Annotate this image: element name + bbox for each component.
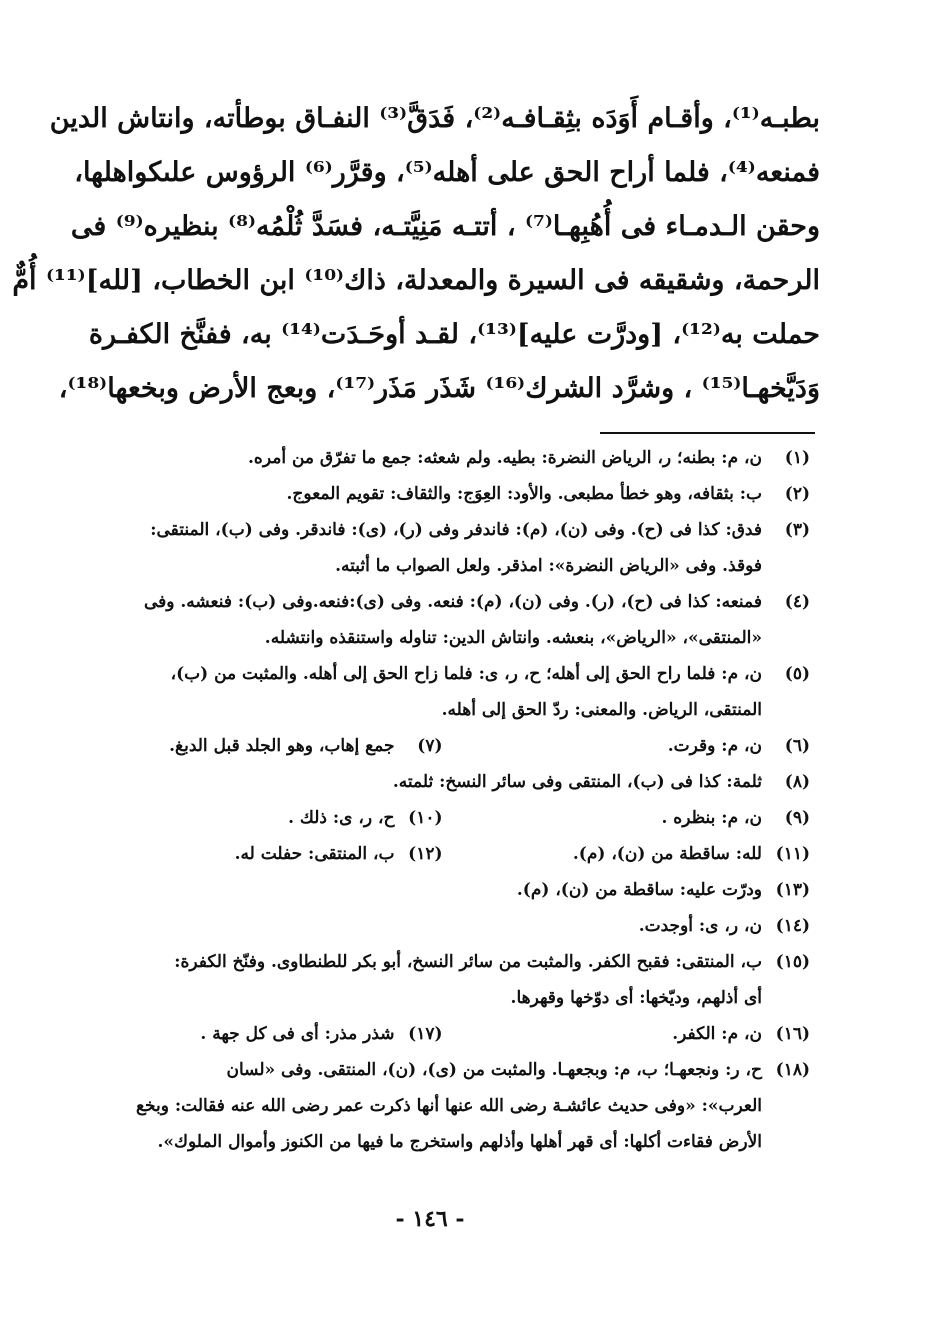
footnote-text: ن، م: بطنه؛ ر، الرياض النضرة: بطيه. ولم شعثه: جمع ما تفرّق من أمره. <box>248 448 762 468</box>
footnote-number: (١٠) <box>408 808 443 828</box>
footnote-text: ب، المنتقى: فقبح الكفر. والمثبت من سائر النسخ، أبو بكر للطنطاوى. وفنّخ الكفرة: <box>174 952 762 972</box>
main-text-line: الرحمة، وشقيقه فى السيرة والمعدلة، ذاك⁽¹⁰⁾ ابن الخطاب، [لله]⁽¹¹⁾ أُمٌّ <box>12 265 820 296</box>
footnote <box>75 908 810 944</box>
footnote-divider <box>600 432 815 434</box>
footnote-text: فوقذ. وفى «الرياض النضرة»: امذقر. ولعل الصواب ما أثبته. <box>335 556 762 576</box>
main-text-block <box>12 92 820 416</box>
footnote <box>75 728 443 764</box>
footnote-number: (١٦) <box>775 1024 810 1044</box>
footnote-text: ن، م: وقرت. <box>667 736 762 756</box>
footnote-text: أى أذلهم، وديّخها: أى دوّخها وقهرها. <box>510 988 762 1008</box>
footnote-number: (١٣) <box>775 880 810 900</box>
footnote-number: (٢) <box>784 484 810 504</box>
footnote-number: (١٧) <box>408 1024 443 1044</box>
footnote-text: الأرض فقاءت أكلها: أى قهر أهلها وأذلهم واستخرج ما فيها من الكنوز وأموال الملوك». <box>157 1132 762 1152</box>
footnote <box>443 836 811 872</box>
footnote <box>75 440 810 476</box>
footnote-text: ب، المنتقى: حفلت له. <box>234 844 395 864</box>
footnote-number: (٦) <box>784 736 810 756</box>
footnote <box>75 764 810 800</box>
footnote <box>75 800 443 836</box>
footnote-text: ودرّت عليه: ساقطة من (ن)، (م). <box>516 880 762 900</box>
footnote-text: ح، ر، ى: ذلك . <box>288 808 395 828</box>
footnote-number: (٧) <box>417 736 443 756</box>
footnote <box>443 728 811 764</box>
footnote <box>75 836 443 872</box>
footnote-number: (٤) <box>784 592 810 612</box>
footnote <box>443 1016 811 1052</box>
footnote-pair <box>75 1016 810 1052</box>
footnote-text: العرب»: «وفى حديث عائشـة رضى الله عنها أنها ذكرت عمر رضى الله عنه فقالت: وبخع <box>135 1096 762 1116</box>
footnote-number: (١٢) <box>408 844 443 864</box>
footnote-pair <box>75 728 810 764</box>
footnote-text: ن، ر، ى: أوجدت. <box>638 916 762 936</box>
main-text-line: وَدَيَّخهـا⁽¹⁵⁾ ، وشرَّد الشرك⁽¹⁶⁾ شَذَر مَذَر⁽¹⁷⁾، وبعج الأرض وبخعها⁽¹⁸⁾، <box>58 373 820 404</box>
footnote-number: (٨) <box>784 772 810 792</box>
footnote-text: ح، ر: ونجعهـا؛ ب، م: وبجعهـا. والمثبت من (ى)، (ن)، المنتقى. وفى «لسان <box>226 1060 762 1080</box>
footnote <box>75 476 810 512</box>
footnote-number: (١٥) <box>775 952 810 972</box>
main-text-line: فمنعه⁽⁴⁾، فلما أراح الحق على أهله⁽⁵⁾، وقرَّر⁽⁶⁾ الرؤوس علىكواهلها، <box>74 157 820 188</box>
footnote-number: (١) <box>784 448 810 468</box>
main-text-line: وحقن الـدمـاء فى أُهُبِهـا⁽⁷⁾ ، أتتـه مَنِيَّتـه، فسَدَّ ثُلْمُه⁽⁸⁾ بنظيره⁽⁹⁾ فى <box>70 211 820 242</box>
footnote-pair <box>75 800 810 836</box>
page-number: - ١٤٦ - <box>395 1206 465 1232</box>
footnote-text: جمع إهاب، وهو الجلد قبل الدبغ. <box>169 736 395 756</box>
footnote <box>75 872 810 908</box>
footnote <box>75 1052 810 1160</box>
footnote-text: شذر مذر: أى فى كل جهة . <box>200 1024 395 1044</box>
footnote-number: (٥) <box>784 664 810 684</box>
footnote-number: (٣) <box>784 520 810 540</box>
footnote-number: (٩) <box>784 808 810 828</box>
footnote-text: لله: ساقطة من (ن)، (م). <box>572 844 762 864</box>
footnote <box>443 800 811 836</box>
footnote-text: ن، م: فلما راح الحق إلى أهله؛ ح، ر، ى: فلما زاح الحق إلى أهله. والمثبت من (ب)، <box>170 664 762 684</box>
footnote-text: فمنعه: كذا فى (ح)، (ر). وفى (ن)، (م): فنعه. وفى (ى):فنعه.وفى (ب): فنعشه. وفى <box>143 592 762 612</box>
footnote-text: ثلمة: كذا فى (ب)، المنتقى وفى سائر النسخ: ثلمته. <box>392 772 762 792</box>
footnote-number: (١١) <box>775 844 810 864</box>
footnote <box>75 944 810 1016</box>
footnote-number: (١٨) <box>775 1060 810 1080</box>
footnote-number: (١٤) <box>775 916 810 936</box>
footnote-text: ن، م: بنظره . <box>661 808 762 828</box>
footnote-text: فدق: كذا فى (ح). وفى (ن)، (م): فاندفر وفى (ر)، (ى): فاندقر. وفى (ب)، المنتقى: <box>150 520 762 540</box>
footnote-text: ن، م: الكفر. <box>672 1024 762 1044</box>
footnote-text: «المنتقى»، «الرياض»، بنعشه. وانتاش الدين: تناوله واستنقذه وانتشله. <box>264 628 762 648</box>
main-text-line: حملت به⁽¹²⁾، [ودرَّت عليه]⁽¹³⁾، لقـد أوحَـدَت⁽¹⁴⁾ به، ففنَّخ الكفـرة <box>88 319 820 350</box>
footnote <box>75 584 810 656</box>
main-text-line: بطبـه⁽¹⁾، وأقـام أَوَدَه بثِقـافـه⁽²⁾، فَدَقَّ⁽³⁾ النفـاق بوطأته، وانتاش الدين <box>49 103 820 134</box>
footnote <box>75 512 810 584</box>
footnote-pair <box>75 836 810 872</box>
footnote <box>75 656 810 728</box>
footnote <box>75 1016 443 1052</box>
footnote-text: ب: بثقافه، وهو خطأ مطبعى. والأود: العِوَج: والثقاف: تقويم المعوج. <box>286 484 762 504</box>
footnotes-block <box>75 440 810 1160</box>
footnote-text: المنتقى، الرياض. والمعنى: ردّ الحق إلى أهله. <box>441 700 762 720</box>
